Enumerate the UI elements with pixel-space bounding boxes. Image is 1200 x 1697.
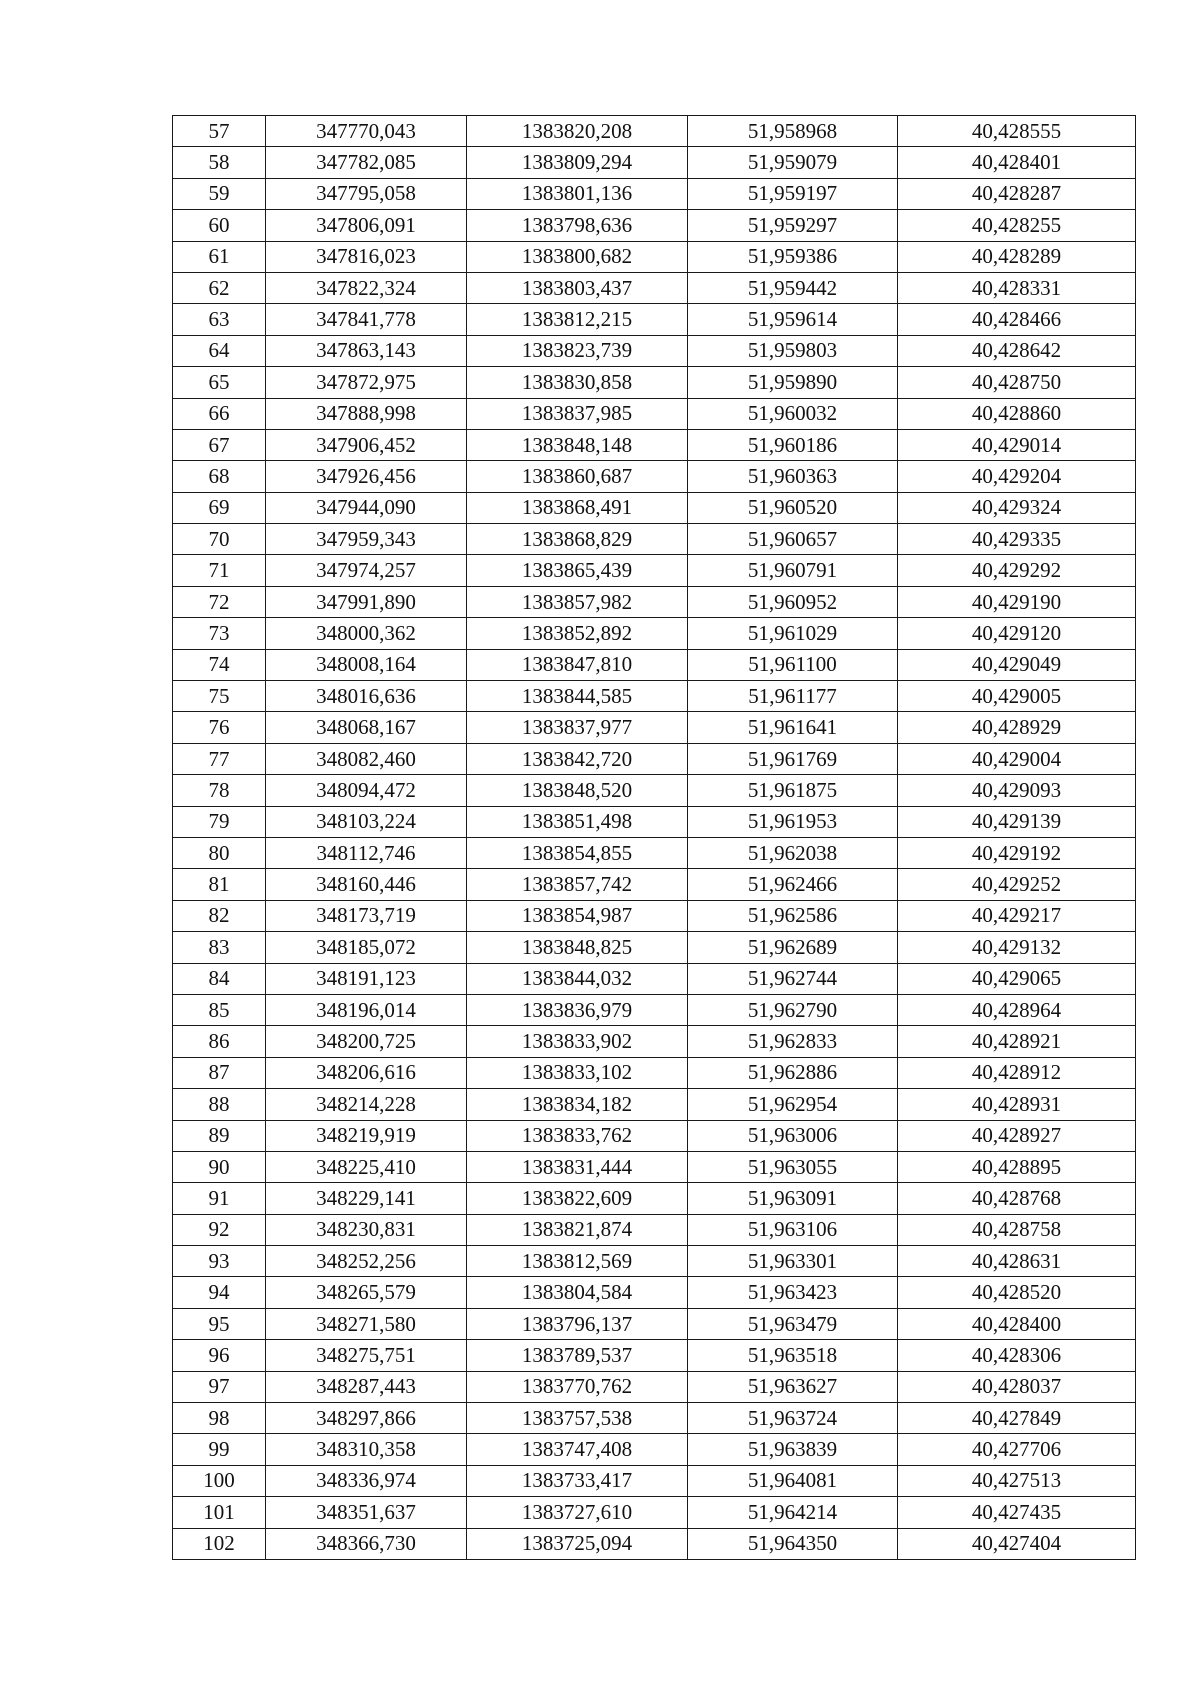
point-number-cell: 66 [173, 398, 266, 429]
point-number-cell: 80 [173, 837, 266, 868]
point-number-cell: 59 [173, 178, 266, 209]
x-coordinate-cell: 348173,719 [266, 900, 467, 931]
x-coordinate-cell: 348068,167 [266, 712, 467, 743]
y-coordinate-cell: 1383868,491 [467, 492, 688, 523]
table-row [173, 1340, 1136, 1371]
table-row [173, 1497, 1136, 1528]
y-coordinate-cell: 1383844,585 [467, 681, 688, 712]
point-number-cell: 61 [173, 241, 266, 272]
latitude-cell: 51,963839 [688, 1434, 898, 1465]
point-number-cell: 67 [173, 429, 266, 460]
point-number-cell: 77 [173, 743, 266, 774]
y-coordinate-cell: 1383837,985 [467, 398, 688, 429]
y-coordinate-cell: 1383836,979 [467, 994, 688, 1025]
latitude-cell: 51,960657 [688, 524, 898, 555]
x-coordinate-cell: 347926,456 [266, 461, 467, 492]
longitude-cell: 40,429120 [898, 618, 1136, 649]
y-coordinate-cell: 1383789,537 [467, 1340, 688, 1371]
point-number-cell: 92 [173, 1214, 266, 1245]
longitude-cell: 40,429005 [898, 681, 1136, 712]
longitude-cell: 40,428964 [898, 994, 1136, 1025]
longitude-cell: 40,429065 [898, 963, 1136, 994]
latitude-cell: 51,959442 [688, 272, 898, 303]
point-number-cell: 96 [173, 1340, 266, 1371]
longitude-cell: 40,429292 [898, 555, 1136, 586]
longitude-cell: 40,428921 [898, 1026, 1136, 1057]
y-coordinate-cell: 1383833,902 [467, 1026, 688, 1057]
latitude-cell: 51,960032 [688, 398, 898, 429]
latitude-cell: 51,963091 [688, 1183, 898, 1214]
table-row [173, 1277, 1136, 1308]
latitude-cell: 51,961769 [688, 743, 898, 774]
table-row [173, 398, 1136, 429]
y-coordinate-cell: 1383831,444 [467, 1151, 688, 1182]
x-coordinate-cell: 348366,730 [266, 1528, 467, 1559]
x-coordinate-cell: 348206,616 [266, 1057, 467, 1088]
longitude-cell: 40,428466 [898, 304, 1136, 335]
table-row [173, 1403, 1136, 1434]
x-coordinate-cell: 348082,460 [266, 743, 467, 774]
latitude-cell: 51,963479 [688, 1308, 898, 1339]
y-coordinate-cell: 1383833,102 [467, 1057, 688, 1088]
latitude-cell: 51,961029 [688, 618, 898, 649]
latitude-cell: 51,961177 [688, 681, 898, 712]
latitude-cell: 51,959614 [688, 304, 898, 335]
point-number-cell: 73 [173, 618, 266, 649]
longitude-cell: 40,428289 [898, 241, 1136, 272]
point-number-cell: 72 [173, 586, 266, 617]
table-row [173, 837, 1136, 868]
latitude-cell: 51,961953 [688, 806, 898, 837]
x-coordinate-cell: 347872,975 [266, 367, 467, 398]
latitude-cell: 51,962038 [688, 837, 898, 868]
longitude-cell: 40,429132 [898, 932, 1136, 963]
latitude-cell: 51,963006 [688, 1120, 898, 1151]
point-number-cell: 79 [173, 806, 266, 837]
table-row [173, 461, 1136, 492]
longitude-cell: 40,427404 [898, 1528, 1136, 1559]
y-coordinate-cell: 1383854,855 [467, 837, 688, 868]
y-coordinate-cell: 1383725,094 [467, 1528, 688, 1559]
latitude-cell: 51,960952 [688, 586, 898, 617]
latitude-cell: 51,963106 [688, 1214, 898, 1245]
x-coordinate-cell: 348229,141 [266, 1183, 467, 1214]
point-number-cell: 75 [173, 681, 266, 712]
table-row [173, 555, 1136, 586]
y-coordinate-cell: 1383847,810 [467, 649, 688, 680]
latitude-cell: 51,961641 [688, 712, 898, 743]
x-coordinate-cell: 348185,072 [266, 932, 467, 963]
latitude-cell: 51,963518 [688, 1340, 898, 1371]
x-coordinate-cell: 348230,831 [266, 1214, 467, 1245]
x-coordinate-cell: 348265,579 [266, 1277, 467, 1308]
point-number-cell: 68 [173, 461, 266, 492]
table-row [173, 1465, 1136, 1496]
point-number-cell: 70 [173, 524, 266, 555]
y-coordinate-cell: 1383803,437 [467, 272, 688, 303]
longitude-cell: 40,427706 [898, 1434, 1136, 1465]
latitude-cell: 51,959890 [688, 367, 898, 398]
latitude-cell: 51,963055 [688, 1151, 898, 1182]
point-number-cell: 57 [173, 116, 266, 147]
x-coordinate-cell: 348191,123 [266, 963, 467, 994]
y-coordinate-cell: 1383834,182 [467, 1089, 688, 1120]
table-row [173, 869, 1136, 900]
table-row [173, 586, 1136, 617]
table-row [173, 304, 1136, 335]
latitude-cell: 51,959803 [688, 335, 898, 366]
longitude-cell: 40,428758 [898, 1214, 1136, 1245]
latitude-cell: 51,961875 [688, 775, 898, 806]
x-coordinate-cell: 348225,410 [266, 1151, 467, 1182]
table-row [173, 994, 1136, 1025]
latitude-cell: 51,962790 [688, 994, 898, 1025]
latitude-cell: 51,959197 [688, 178, 898, 209]
latitude-cell: 51,962886 [688, 1057, 898, 1088]
y-coordinate-cell: 1383733,417 [467, 1465, 688, 1496]
point-number-cell: 89 [173, 1120, 266, 1151]
latitude-cell: 51,960791 [688, 555, 898, 586]
table-row [173, 116, 1136, 147]
longitude-cell: 40,429049 [898, 649, 1136, 680]
point-number-cell: 87 [173, 1057, 266, 1088]
point-number-cell: 102 [173, 1528, 266, 1559]
longitude-cell: 40,428520 [898, 1277, 1136, 1308]
y-coordinate-cell: 1383770,762 [467, 1371, 688, 1402]
longitude-cell: 40,428927 [898, 1120, 1136, 1151]
longitude-cell: 40,428631 [898, 1246, 1136, 1277]
x-coordinate-cell: 348271,580 [266, 1308, 467, 1339]
longitude-cell: 40,429324 [898, 492, 1136, 523]
table-row [173, 1528, 1136, 1559]
y-coordinate-cell: 1383804,584 [467, 1277, 688, 1308]
y-coordinate-cell: 1383851,498 [467, 806, 688, 837]
table-row [173, 1434, 1136, 1465]
x-coordinate-cell: 347991,890 [266, 586, 467, 617]
point-number-cell: 90 [173, 1151, 266, 1182]
table-row [173, 210, 1136, 241]
point-number-cell: 82 [173, 900, 266, 931]
y-coordinate-cell: 1383821,874 [467, 1214, 688, 1245]
table-row [173, 806, 1136, 837]
table-row [173, 492, 1136, 523]
latitude-cell: 51,958968 [688, 116, 898, 147]
latitude-cell: 51,961100 [688, 649, 898, 680]
table-row [173, 1089, 1136, 1120]
table-row [173, 618, 1136, 649]
coordinates-table-body [173, 116, 1136, 1560]
x-coordinate-cell: 348275,751 [266, 1340, 467, 1371]
table-row [173, 524, 1136, 555]
x-coordinate-cell: 347888,998 [266, 398, 467, 429]
table-row [173, 1120, 1136, 1151]
x-coordinate-cell: 347782,085 [266, 147, 467, 178]
table-row [173, 272, 1136, 303]
x-coordinate-cell: 348000,362 [266, 618, 467, 649]
table-row [173, 1151, 1136, 1182]
x-coordinate-cell: 348103,224 [266, 806, 467, 837]
latitude-cell: 51,963423 [688, 1277, 898, 1308]
longitude-cell: 40,428331 [898, 272, 1136, 303]
y-coordinate-cell: 1383860,687 [467, 461, 688, 492]
longitude-cell: 40,428642 [898, 335, 1136, 366]
y-coordinate-cell: 1383837,977 [467, 712, 688, 743]
point-number-cell: 74 [173, 649, 266, 680]
latitude-cell: 51,959297 [688, 210, 898, 241]
y-coordinate-cell: 1383868,829 [467, 524, 688, 555]
table-row [173, 241, 1136, 272]
y-coordinate-cell: 1383727,610 [467, 1497, 688, 1528]
point-number-cell: 65 [173, 367, 266, 398]
table-row [173, 429, 1136, 460]
longitude-cell: 40,429204 [898, 461, 1136, 492]
latitude-cell: 51,963627 [688, 1371, 898, 1402]
point-number-cell: 81 [173, 869, 266, 900]
y-coordinate-cell: 1383830,858 [467, 367, 688, 398]
table-row [173, 1371, 1136, 1402]
table-row [173, 1308, 1136, 1339]
x-coordinate-cell: 347863,143 [266, 335, 467, 366]
longitude-cell: 40,429190 [898, 586, 1136, 617]
longitude-cell: 40,428255 [898, 210, 1136, 241]
y-coordinate-cell: 1383757,538 [467, 1403, 688, 1434]
point-number-cell: 85 [173, 994, 266, 1025]
table-row [173, 932, 1136, 963]
x-coordinate-cell: 347906,452 [266, 429, 467, 460]
latitude-cell: 51,962586 [688, 900, 898, 931]
y-coordinate-cell: 1383854,987 [467, 900, 688, 931]
longitude-cell: 40,428929 [898, 712, 1136, 743]
x-coordinate-cell: 348252,256 [266, 1246, 467, 1277]
point-number-cell: 58 [173, 147, 266, 178]
latitude-cell: 51,960186 [688, 429, 898, 460]
y-coordinate-cell: 1383848,148 [467, 429, 688, 460]
longitude-cell: 40,429014 [898, 429, 1136, 460]
x-coordinate-cell: 348336,974 [266, 1465, 467, 1496]
x-coordinate-cell: 348200,725 [266, 1026, 467, 1057]
longitude-cell: 40,428037 [898, 1371, 1136, 1402]
longitude-cell: 40,429252 [898, 869, 1136, 900]
latitude-cell: 51,960520 [688, 492, 898, 523]
x-coordinate-cell: 348310,358 [266, 1434, 467, 1465]
point-number-cell: 69 [173, 492, 266, 523]
longitude-cell: 40,428860 [898, 398, 1136, 429]
x-coordinate-cell: 347822,324 [266, 272, 467, 303]
table-row [173, 1026, 1136, 1057]
latitude-cell: 51,959386 [688, 241, 898, 272]
y-coordinate-cell: 1383844,032 [467, 963, 688, 994]
latitude-cell: 51,959079 [688, 147, 898, 178]
table-row [173, 712, 1136, 743]
latitude-cell: 51,964081 [688, 1465, 898, 1496]
x-coordinate-cell: 347959,343 [266, 524, 467, 555]
longitude-cell: 40,427849 [898, 1403, 1136, 1434]
y-coordinate-cell: 1383796,137 [467, 1308, 688, 1339]
longitude-cell: 40,429004 [898, 743, 1136, 774]
x-coordinate-cell: 348287,443 [266, 1371, 467, 1402]
x-coordinate-cell: 348112,746 [266, 837, 467, 868]
x-coordinate-cell: 347806,091 [266, 210, 467, 241]
y-coordinate-cell: 1383857,982 [467, 586, 688, 617]
point-number-cell: 91 [173, 1183, 266, 1214]
point-number-cell: 78 [173, 775, 266, 806]
latitude-cell: 51,963724 [688, 1403, 898, 1434]
x-coordinate-cell: 348214,228 [266, 1089, 467, 1120]
y-coordinate-cell: 1383848,520 [467, 775, 688, 806]
y-coordinate-cell: 1383865,439 [467, 555, 688, 586]
point-number-cell: 86 [173, 1026, 266, 1057]
longitude-cell: 40,428931 [898, 1089, 1136, 1120]
longitude-cell: 40,428768 [898, 1183, 1136, 1214]
table-row [173, 900, 1136, 931]
y-coordinate-cell: 1383833,762 [467, 1120, 688, 1151]
y-coordinate-cell: 1383812,569 [467, 1246, 688, 1277]
point-number-cell: 101 [173, 1497, 266, 1528]
longitude-cell: 40,428912 [898, 1057, 1136, 1088]
table-row [173, 1057, 1136, 1088]
y-coordinate-cell: 1383747,408 [467, 1434, 688, 1465]
longitude-cell: 40,429093 [898, 775, 1136, 806]
point-number-cell: 95 [173, 1308, 266, 1339]
x-coordinate-cell: 347841,778 [266, 304, 467, 335]
table-row [173, 178, 1136, 209]
x-coordinate-cell: 347795,058 [266, 178, 467, 209]
longitude-cell: 40,427435 [898, 1497, 1136, 1528]
longitude-cell: 40,428401 [898, 147, 1136, 178]
table-row [173, 1246, 1136, 1277]
table-row [173, 963, 1136, 994]
point-number-cell: 64 [173, 335, 266, 366]
point-number-cell: 83 [173, 932, 266, 963]
coordinates-table [172, 115, 1136, 1560]
longitude-cell: 40,429217 [898, 900, 1136, 931]
longitude-cell: 40,429139 [898, 806, 1136, 837]
point-number-cell: 100 [173, 1465, 266, 1496]
y-coordinate-cell: 1383809,294 [467, 147, 688, 178]
table-row [173, 743, 1136, 774]
table-row [173, 1183, 1136, 1214]
y-coordinate-cell: 1383848,825 [467, 932, 688, 963]
y-coordinate-cell: 1383842,720 [467, 743, 688, 774]
x-coordinate-cell: 348160,446 [266, 869, 467, 900]
y-coordinate-cell: 1383823,739 [467, 335, 688, 366]
point-number-cell: 94 [173, 1277, 266, 1308]
latitude-cell: 51,964350 [688, 1528, 898, 1559]
latitude-cell: 51,962466 [688, 869, 898, 900]
y-coordinate-cell: 1383857,742 [467, 869, 688, 900]
longitude-cell: 40,428895 [898, 1151, 1136, 1182]
latitude-cell: 51,963301 [688, 1246, 898, 1277]
point-number-cell: 93 [173, 1246, 266, 1277]
table-row [173, 649, 1136, 680]
table-row [173, 1214, 1136, 1245]
point-number-cell: 60 [173, 210, 266, 241]
longitude-cell: 40,428287 [898, 178, 1136, 209]
point-number-cell: 63 [173, 304, 266, 335]
latitude-cell: 51,962833 [688, 1026, 898, 1057]
point-number-cell: 62 [173, 272, 266, 303]
y-coordinate-cell: 1383801,136 [467, 178, 688, 209]
table-row [173, 367, 1136, 398]
point-number-cell: 99 [173, 1434, 266, 1465]
y-coordinate-cell: 1383852,892 [467, 618, 688, 649]
y-coordinate-cell: 1383820,208 [467, 116, 688, 147]
table-row [173, 775, 1136, 806]
latitude-cell: 51,964214 [688, 1497, 898, 1528]
table-row [173, 147, 1136, 178]
y-coordinate-cell: 1383822,609 [467, 1183, 688, 1214]
x-coordinate-cell: 347974,257 [266, 555, 467, 586]
longitude-cell: 40,428306 [898, 1340, 1136, 1371]
latitude-cell: 51,960363 [688, 461, 898, 492]
longitude-cell: 40,429192 [898, 837, 1136, 868]
point-number-cell: 76 [173, 712, 266, 743]
x-coordinate-cell: 348297,866 [266, 1403, 467, 1434]
table-row [173, 335, 1136, 366]
latitude-cell: 51,962954 [688, 1089, 898, 1120]
x-coordinate-cell: 348351,637 [266, 1497, 467, 1528]
latitude-cell: 51,962744 [688, 963, 898, 994]
table-row [173, 681, 1136, 712]
x-coordinate-cell: 347770,043 [266, 116, 467, 147]
x-coordinate-cell: 348219,919 [266, 1120, 467, 1151]
latitude-cell: 51,962689 [688, 932, 898, 963]
x-coordinate-cell: 347944,090 [266, 492, 467, 523]
point-number-cell: 71 [173, 555, 266, 586]
point-number-cell: 84 [173, 963, 266, 994]
longitude-cell: 40,428750 [898, 367, 1136, 398]
y-coordinate-cell: 1383812,215 [467, 304, 688, 335]
x-coordinate-cell: 348196,014 [266, 994, 467, 1025]
longitude-cell: 40,428555 [898, 116, 1136, 147]
point-number-cell: 97 [173, 1371, 266, 1402]
point-number-cell: 98 [173, 1403, 266, 1434]
y-coordinate-cell: 1383798,636 [467, 210, 688, 241]
point-number-cell: 88 [173, 1089, 266, 1120]
x-coordinate-cell: 348008,164 [266, 649, 467, 680]
longitude-cell: 40,429335 [898, 524, 1136, 555]
x-coordinate-cell: 348016,636 [266, 681, 467, 712]
longitude-cell: 40,428400 [898, 1308, 1136, 1339]
longitude-cell: 40,427513 [898, 1465, 1136, 1496]
x-coordinate-cell: 348094,472 [266, 775, 467, 806]
y-coordinate-cell: 1383800,682 [467, 241, 688, 272]
x-coordinate-cell: 347816,023 [266, 241, 467, 272]
